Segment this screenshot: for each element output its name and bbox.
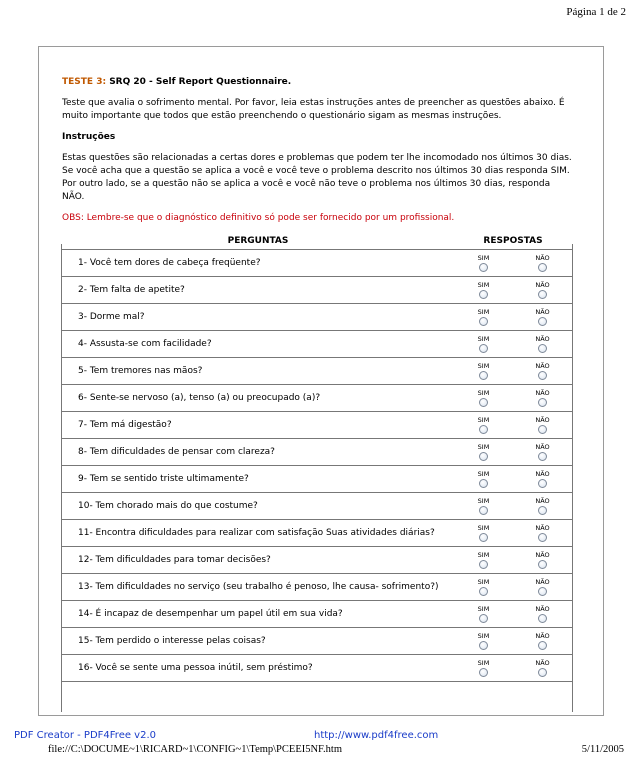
answer-cell (454, 358, 572, 385)
no-label: NÃO (535, 416, 550, 424)
yes-radio[interactable] (479, 371, 488, 380)
answer-cell (454, 655, 572, 682)
file-path: file://C:\DOCUME~1\RICARD~1\CONFIG~1\Temp\PCEEI5NF.htm (48, 744, 343, 755)
yes-option (464, 470, 504, 488)
answer-cell (454, 250, 572, 277)
yes-label: SIM (477, 470, 490, 478)
table-row (62, 331, 572, 358)
answer-options (454, 335, 572, 353)
no-option (523, 389, 563, 407)
yes-radio[interactable] (479, 641, 488, 650)
no-radio[interactable] (538, 614, 547, 623)
yes-option (464, 632, 504, 650)
yes-option (464, 605, 504, 623)
table-row (62, 439, 572, 466)
no-radio[interactable] (538, 371, 547, 380)
no-radio[interactable] (538, 533, 547, 542)
no-label: NÃO (535, 605, 550, 613)
answer-options (454, 659, 572, 677)
answer-options (454, 605, 572, 623)
yes-label: SIM (477, 578, 490, 586)
yes-radio[interactable] (479, 533, 488, 542)
answer-cell (454, 601, 572, 628)
yes-radio[interactable] (479, 425, 488, 434)
answer-options (454, 524, 572, 542)
no-option (523, 605, 563, 623)
no-option (523, 308, 563, 326)
yes-label: SIM (477, 605, 490, 613)
no-radio[interactable] (538, 560, 547, 569)
no-label: NÃO (535, 497, 550, 505)
answer-options (454, 308, 572, 326)
yes-label: SIM (477, 497, 490, 505)
answer-options (454, 632, 572, 650)
answer-options (454, 254, 572, 272)
answer-options (454, 443, 572, 461)
yes-option (464, 578, 504, 596)
no-option (523, 551, 563, 569)
answer-cell (454, 628, 572, 655)
no-option (523, 470, 563, 488)
test-title: SRQ 20 - Self Report Questionnaire. (106, 77, 292, 87)
question-text: 15- Tem perdido o interesse pelas coisas? (62, 628, 454, 655)
yes-option (464, 362, 504, 380)
test-label: TESTE 3: (62, 77, 107, 87)
yes-radio[interactable] (479, 452, 488, 461)
table-row (62, 412, 572, 439)
yes-label: SIM (477, 254, 490, 262)
no-radio[interactable] (538, 290, 547, 299)
answer-options (454, 281, 572, 299)
no-option (523, 659, 563, 677)
no-option (523, 524, 563, 542)
yes-label: SIM (477, 416, 490, 424)
yes-option (464, 551, 504, 569)
answers-header: RESPOSTAS (454, 233, 572, 250)
yes-option (464, 389, 504, 407)
table-row (62, 520, 572, 547)
yes-radio[interactable] (479, 614, 488, 623)
answer-cell (454, 331, 572, 358)
yes-option (464, 443, 504, 461)
yes-label: SIM (477, 632, 490, 640)
no-radio[interactable] (538, 452, 547, 461)
yes-option (464, 416, 504, 434)
no-option (523, 632, 563, 650)
yes-label: SIM (477, 443, 490, 451)
no-label: NÃO (535, 524, 550, 532)
yes-label: SIM (477, 362, 490, 370)
no-label: NÃO (535, 254, 550, 262)
yes-option (464, 524, 504, 542)
no-label: NÃO (535, 632, 550, 640)
question-text: 3- Dorme mal? (62, 304, 454, 331)
yes-option (464, 335, 504, 353)
question-text: 14- É incapaz de desempenhar um papel útil em sua vida? (62, 601, 454, 628)
no-option (523, 497, 563, 515)
answer-cell (454, 304, 572, 331)
question-text: 10- Tem chorado mais do que costume? (62, 493, 454, 520)
table-row (62, 358, 572, 385)
question-text: 1- Você tem dores de cabeça freqüente? (62, 250, 454, 277)
answer-cell (454, 547, 572, 574)
page-title (62, 76, 572, 89)
pdf-creator-url[interactable]: http://www.pdf4free.com (314, 730, 439, 741)
no-option (523, 416, 563, 434)
yes-option (464, 308, 504, 326)
no-radio[interactable] (538, 263, 547, 272)
answer-options (454, 416, 572, 434)
table-right-border (572, 244, 573, 712)
yes-radio[interactable] (479, 344, 488, 353)
question-text: 6- Sente-se nervoso (a), tenso (a) ou preocupado (a)? (62, 385, 454, 412)
yes-label: SIM (477, 281, 490, 289)
answer-cell (454, 385, 572, 412)
question-text: 12- Tem dificuldades para tomar decisões? (62, 547, 454, 574)
answer-options (454, 497, 572, 515)
answer-options (454, 362, 572, 380)
table-row (62, 466, 572, 493)
no-label: NÃO (535, 578, 550, 586)
no-label: NÃO (535, 470, 550, 478)
table-row (62, 493, 572, 520)
no-label: NÃO (535, 281, 550, 289)
question-text: 8- Tem dificuldades de pensar com clareza? (62, 439, 454, 466)
table-row (62, 628, 572, 655)
yes-radio[interactable] (479, 290, 488, 299)
answer-options (454, 551, 572, 569)
question-text: 7- Tem má digestão? (62, 412, 454, 439)
answer-cell (454, 493, 572, 520)
no-radio[interactable] (538, 344, 547, 353)
answer-options (454, 470, 572, 488)
instructions-text: Estas questões são relacionadas a certas dores e problemas que podem ter lhe incomodado nos últimos 30 dias. Se você acha que a questão se aplica a você e você teve o problema descrito nos últimos 30 dias responda SIM. Por outro lado, se a questão não se aplica a você e você não teve o problema nos últimos 30 dias, responda NÃO. (62, 153, 572, 202)
no-radio[interactable] (538, 506, 547, 515)
question-text: 2- Tem falta de apetite? (62, 277, 454, 304)
question-text: 13- Tem dificuldades no serviço (seu trabalho é penoso, lhe causa- sofrimento?) (62, 574, 454, 601)
no-radio[interactable] (538, 587, 547, 596)
no-label: NÃO (535, 551, 550, 559)
yes-label: SIM (477, 551, 490, 559)
yes-option (464, 281, 504, 299)
answer-cell (454, 439, 572, 466)
table-left-border (61, 244, 62, 712)
yes-radio[interactable] (479, 587, 488, 596)
answer-cell (454, 277, 572, 304)
yes-label: SIM (477, 659, 490, 667)
question-text: 9- Tem se sentido triste ultimamente? (62, 466, 454, 493)
no-option (523, 335, 563, 353)
yes-option (464, 254, 504, 272)
no-label: NÃO (535, 659, 550, 667)
answer-cell (454, 412, 572, 439)
no-label: NÃO (535, 443, 550, 451)
yes-option (464, 659, 504, 677)
table-row (62, 655, 572, 682)
instructions-heading: Instruções (62, 132, 116, 142)
table-row (62, 547, 572, 574)
question-text: 16- Você se sente uma pessoa inútil, sem préstimo? (62, 655, 454, 682)
yes-radio[interactable] (479, 506, 488, 515)
table-row (62, 385, 572, 412)
yes-option (464, 497, 504, 515)
table-row (62, 601, 572, 628)
questionnaire-content (62, 76, 572, 682)
no-label: NÃO (535, 335, 550, 343)
pdf-creator-label: PDF Creator - PDF4Free v2.0 (14, 730, 156, 741)
yes-radio[interactable] (479, 263, 488, 272)
question-text: 11- Encontra dificuldades para realizar com satisfação Suas atividades diárias? (62, 520, 454, 547)
yes-radio[interactable] (479, 479, 488, 488)
answer-cell (454, 466, 572, 493)
question-text: 4- Assusta-se com facilidade? (62, 331, 454, 358)
yes-label: SIM (477, 335, 490, 343)
questions-table (62, 233, 572, 682)
no-radio[interactable] (538, 398, 547, 407)
answer-options (454, 578, 572, 596)
yes-label: SIM (477, 524, 490, 532)
yes-radio[interactable] (479, 317, 488, 326)
answer-cell (454, 574, 572, 601)
no-label: NÃO (535, 362, 550, 370)
yes-label: SIM (477, 389, 490, 397)
print-date: 5/11/2005 (581, 744, 624, 755)
question-text: 5- Tem tremores nas mãos? (62, 358, 454, 385)
no-option (523, 578, 563, 596)
no-option (523, 254, 563, 272)
answer-cell (454, 520, 572, 547)
no-radio[interactable] (538, 425, 547, 434)
no-label: NÃO (535, 308, 550, 316)
yes-label: SIM (477, 308, 490, 316)
no-radio[interactable] (538, 317, 547, 326)
no-radio[interactable] (538, 479, 547, 488)
no-option (523, 281, 563, 299)
table-row (62, 574, 572, 601)
no-label: NÃO (535, 389, 550, 397)
obs-note: OBS: Lembre-se que o diagnóstico definitivo só pode ser fornecido por um profissional. (62, 213, 455, 223)
no-option (523, 443, 563, 461)
yes-radio[interactable] (479, 560, 488, 569)
no-radio[interactable] (538, 668, 547, 677)
table-row (62, 250, 572, 277)
yes-radio[interactable] (479, 668, 488, 677)
answer-options (454, 389, 572, 407)
table-row (62, 304, 572, 331)
page-number: Página 1 de 2 (566, 6, 626, 18)
no-radio[interactable] (538, 641, 547, 650)
questions-header: PERGUNTAS (62, 233, 454, 250)
table-row (62, 277, 572, 304)
intro-text: Teste que avalia o sofrimento mental. Por favor, leia estas instruções antes de preencher as questões abaixo. É muito importante que todos que estão preenchendo o questionário sigam as mesmas instruções. (62, 98, 565, 121)
no-option (523, 362, 563, 380)
yes-radio[interactable] (479, 398, 488, 407)
